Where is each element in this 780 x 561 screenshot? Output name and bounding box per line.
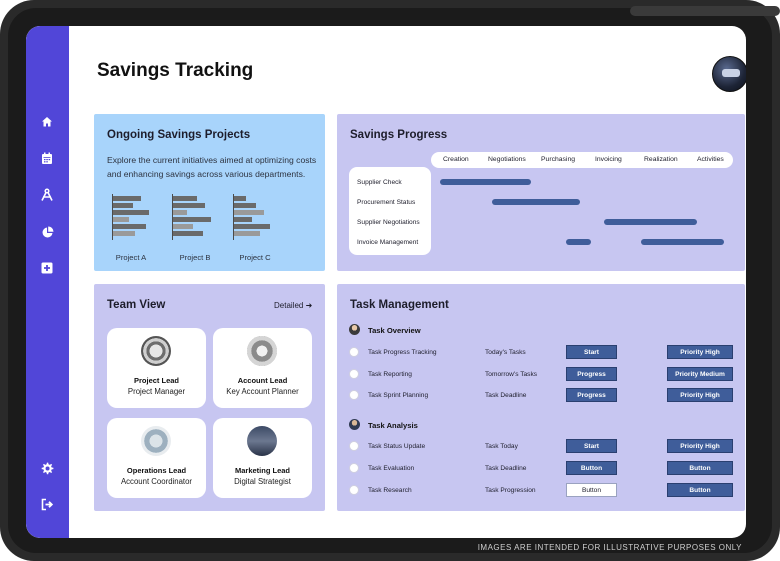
- team-photo: [141, 426, 171, 456]
- settings-icon[interactable]: [37, 458, 57, 478]
- task-overview-avatar: [349, 324, 360, 335]
- project-a-label: Project A: [115, 253, 147, 262]
- project-a-chart-icon: [112, 194, 162, 244]
- arrow-right-icon: ➜: [305, 301, 313, 310]
- gantt-bar-supplier-check: [440, 179, 531, 185]
- progress-rows: [349, 167, 431, 255]
- page-title: Savings Tracking: [97, 60, 254, 81]
- home-icon[interactable]: [37, 112, 57, 132]
- stage-realization: Realization: [644, 156, 678, 163]
- project-c-label: Project C: [239, 253, 271, 262]
- member-name: Marketing Lead: [234, 466, 290, 475]
- task-due: Task Deadline: [485, 392, 527, 399]
- task-due: Task Deadline: [485, 465, 527, 472]
- member-name: Operations Lead: [126, 466, 187, 475]
- task-name: Task Reporting: [368, 371, 412, 378]
- priority-button[interactable]: Priority High: [667, 388, 733, 402]
- task-name: Task Progress Tracking: [368, 349, 437, 356]
- row-procurement-status: Procurement Status: [357, 199, 416, 206]
- task-overview-heading: Task Overview: [368, 326, 421, 335]
- task-checkbox[interactable]: [349, 485, 359, 495]
- priority-button[interactable]: Button: [667, 461, 733, 475]
- member-card-account-lead[interactable]: [213, 328, 312, 408]
- stage-creation: Creation: [443, 156, 469, 163]
- task-name: Task Evaluation: [368, 465, 415, 472]
- task-management-title: Task Management: [350, 299, 449, 311]
- status-button[interactable]: Progress: [566, 367, 617, 381]
- stage-purchasing: Purchasing: [541, 156, 576, 163]
- task-due: Task Today: [485, 443, 518, 450]
- project-b-label: Project B: [179, 253, 211, 262]
- task-checkbox[interactable]: [349, 441, 359, 451]
- row-supplier-check: Supplier Check: [357, 179, 402, 186]
- status-button[interactable]: Start: [566, 345, 617, 359]
- member-role: Digital Strategist: [234, 477, 291, 486]
- task-checkbox[interactable]: [349, 347, 359, 357]
- disclaimer: IMAGES ARE INTENDED FOR ILLUSTRATIVE PURPOSES ONLY: [477, 543, 742, 552]
- team-view-title: Team View: [107, 299, 166, 311]
- member-name: Project Lead: [133, 376, 179, 385]
- user-avatar[interactable]: [712, 56, 746, 92]
- member-card-project-lead[interactable]: [107, 328, 206, 408]
- project-c-chart-icon: [233, 194, 283, 244]
- add-icon[interactable]: [37, 258, 57, 278]
- status-button[interactable]: Start: [566, 439, 617, 453]
- gantt-bar-invoice-management-a: [566, 239, 591, 245]
- team-photo: [247, 336, 277, 366]
- gantt-bar-invoice-management-b: [641, 239, 724, 245]
- row-supplier-negotiations: Supplier Negotiations: [357, 219, 420, 226]
- member-role: Account Coordinator: [120, 477, 193, 486]
- ongoing-projects-description: Explore the current initiatives aimed at optimizing costs and enhancing savings across various departments.: [107, 155, 317, 179]
- member-role: Key Account Planner: [226, 387, 299, 396]
- stage-negotiations: Negotiations: [488, 156, 526, 163]
- savings-progress-title: Savings Progress: [350, 129, 448, 141]
- ongoing-projects-card: [94, 114, 325, 271]
- task-analysis-heading: Task Analysis: [368, 421, 418, 430]
- detailed-link[interactable]: [274, 301, 312, 310]
- task-name: Task Research: [368, 487, 412, 494]
- task-analysis-avatar: [349, 419, 360, 430]
- savings-progress-card: [337, 114, 745, 271]
- task-checkbox[interactable]: [349, 390, 359, 400]
- detailed-label: Detailed: [274, 301, 304, 310]
- team-photo: [247, 426, 277, 456]
- member-name: Account Lead: [237, 376, 288, 385]
- app-screen: [26, 26, 746, 538]
- task-name: Task Sprint Planning: [368, 392, 429, 399]
- status-button[interactable]: Button: [566, 461, 617, 475]
- task-checkbox[interactable]: [349, 369, 359, 379]
- stage-activities: Activities: [697, 156, 724, 163]
- tablet-side-button: [630, 6, 780, 16]
- member-role: Project Manager: [127, 387, 186, 396]
- ongoing-projects-title: Ongoing Savings Projects: [107, 129, 251, 141]
- task-due: Task Progression: [485, 487, 536, 494]
- stage-invoicing: Invoicing: [595, 156, 622, 163]
- team-view-card: [94, 284, 325, 511]
- logout-icon[interactable]: [37, 494, 57, 514]
- priority-button[interactable]: Priority High: [667, 345, 733, 359]
- task-due: Today's Tasks: [485, 349, 526, 356]
- member-card-marketing-lead[interactable]: [213, 418, 312, 498]
- task-name: Task Status Update: [368, 443, 426, 450]
- project-b-chart-icon: [172, 194, 222, 244]
- member-card-operations-lead[interactable]: [107, 418, 206, 498]
- task-management-card: [337, 284, 745, 511]
- compass-icon[interactable]: [37, 185, 57, 205]
- priority-button[interactable]: Button: [667, 483, 733, 497]
- gantt-bar-procurement-status: [492, 199, 580, 205]
- calendar-icon[interactable]: [37, 148, 57, 168]
- priority-button[interactable]: Priority High: [667, 439, 733, 453]
- priority-button[interactable]: Priority Medium: [667, 367, 733, 381]
- stage-header: [431, 152, 733, 168]
- status-button[interactable]: Button: [566, 483, 617, 497]
- status-button[interactable]: Progress: [566, 388, 617, 402]
- row-invoice-management: Invoice Management: [357, 239, 419, 246]
- task-due: Tomorrow's Tasks: [485, 371, 538, 378]
- task-checkbox[interactable]: [349, 463, 359, 473]
- team-photo: [141, 336, 171, 366]
- pie-chart-icon[interactable]: [37, 222, 57, 242]
- gantt-bar-supplier-negotiations: [604, 219, 697, 225]
- sidebar: [26, 26, 69, 538]
